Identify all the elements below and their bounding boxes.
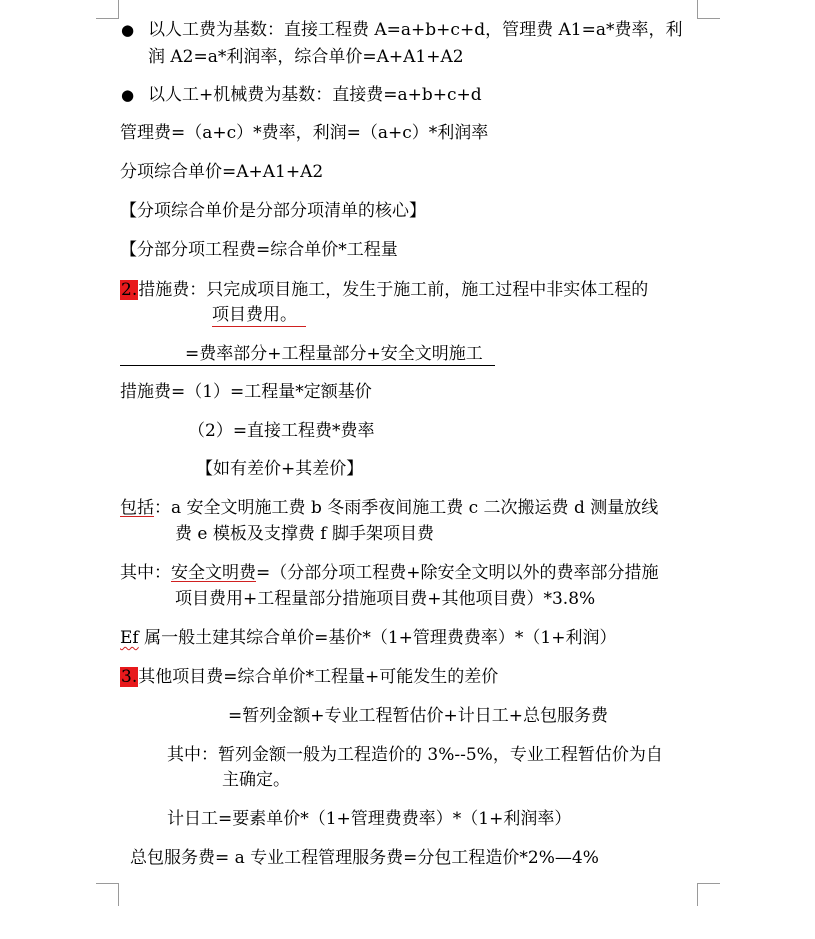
bullet2-line: 以人工+机械费为基数：直接费=a+b+c+d (148, 85, 482, 105)
bullet-icon: ● (121, 21, 135, 39)
price-diff-line: 【如有差价+其差价】 (196, 459, 364, 479)
bullet1-line1: 以人工费为基数：直接工程费 A=a+b+c+d，管理费 A1=a*费率，利 (148, 20, 683, 40)
measure-components-line: =费率部分+工程量部分+安全文明施工 (185, 344, 483, 364)
daywork-line: 计日工=要素单价*（1+管理费费率）*（1+利润率） (167, 809, 572, 829)
crop-mark-top-left (96, 0, 119, 19)
section2-title: 措施费：只完成项目施工，发生于施工前，施工过程中非实体工程的 (138, 280, 649, 300)
general-service-line: 总包服务费= a 专业工程管理服务费=分包工程造价*2%—4% (130, 848, 599, 868)
section2-line1 (120, 277, 648, 303)
crop-mark-bottom-left (96, 883, 119, 906)
includes-line2: 费 e 模板及支撑费 f 脚手架项目费 (175, 524, 434, 544)
bullet1-line2: 润 A2=a*利润率，综合单价=A+A1+A2 (148, 47, 464, 67)
subitem-fee-line: 【分部分项工程费=综合单价*工程量 (120, 240, 398, 260)
section2-number-marker: 2. (121, 280, 138, 300)
ef-formula: 属一般土建其综合单价=基价*（1+管理费费率）*（1+利润） (138, 628, 617, 648)
safety-fee-prefix: 其中： (120, 563, 171, 583)
includes-line1 (120, 495, 658, 521)
core-note-line: 【分项综合单价是分部分项清单的核心】 (120, 201, 426, 221)
section3-title: 其他项目费=综合单价*工程量+可能发生的差价 (138, 667, 499, 687)
provisional-line1: 其中：暂列金额一般为工程造价的 3%--5%，专业工程暂估价为自 (167, 745, 663, 765)
red-underline (212, 326, 306, 327)
section2-line2: 项目费用。 (212, 305, 297, 325)
ef-line (120, 625, 616, 651)
ef-term: Ef (120, 628, 139, 648)
bullet-icon: ● (121, 86, 135, 104)
section3-number-marker: 3. (121, 667, 138, 687)
includes-items: ：a 安全文明施工费 b 冬雨季夜间施工费 c 二次搬运费 d 测量放线 (154, 498, 659, 518)
section3-line (120, 664, 498, 690)
crop-mark-bottom-right (697, 883, 720, 906)
measure-fee-line1: 措施费=（1）=工程量*定额基价 (120, 382, 372, 402)
crop-mark-top-right (697, 0, 720, 19)
other-items-components: =暂列金额+专业工程暂估价+计日工+总包服务费 (228, 706, 608, 726)
black-underline (120, 365, 495, 366)
safety-fee-formula: =（分部分项工程费+除安全文明以外的费率部分措施 (256, 563, 659, 583)
includes-label: 包括 (120, 498, 154, 518)
safety-fee-term: 安全文明费 (171, 563, 256, 583)
mgmt-fee-line: 管理费=（a+c）*费率，利润=（a+c）*利润率 (120, 123, 489, 143)
unit-price-line: 分项综合单价=A+A1+A2 (120, 162, 324, 182)
measure-fee-line2: （2）=直接工程费*费率 (188, 421, 375, 441)
safety-fee-line1 (120, 560, 659, 586)
provisional-line2: 主确定。 (222, 770, 290, 790)
safety-fee-line2: 项目费用+工程量部分措施项目费+其他项目费）*3.8% (175, 589, 596, 609)
